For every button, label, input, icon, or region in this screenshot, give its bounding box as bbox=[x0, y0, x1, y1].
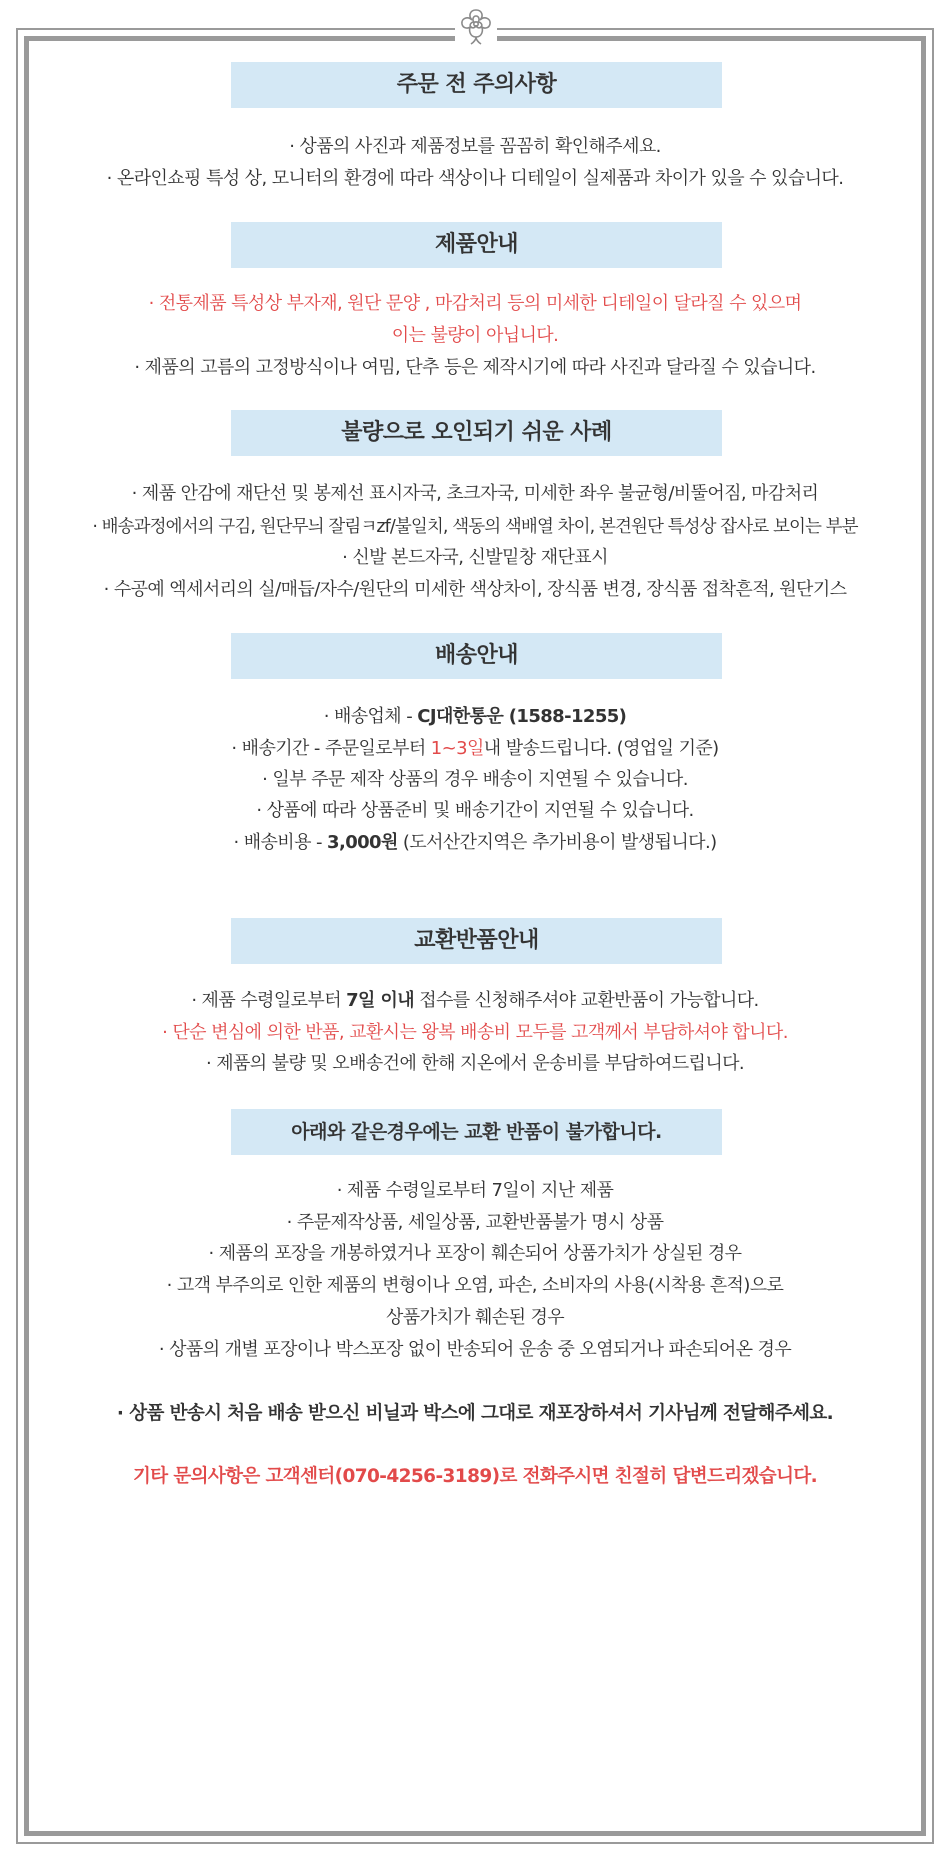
exchange-line-2: · 단순 변심에 의한 반품, 교환시는 왕복 배송비 모두를 고객께서 부담하셔야 합니다. bbox=[162, 1022, 788, 1043]
shipping-cost-suffix: (도서산간지역은 추가비용이 발생됩니다.) bbox=[397, 832, 717, 853]
no-exchange-line-5: 상품가치가 훼손된 경우 bbox=[385, 1307, 565, 1328]
no-exchange-title: 아래와 같은경우에는 교환 반품이 불가합니다. bbox=[231, 1109, 722, 1155]
exchange-line-1-suffix: 접수를 신청해주셔야 교환반품이 가능합니다. bbox=[414, 990, 759, 1011]
shipping-title: 배송안내 bbox=[231, 633, 722, 679]
defect-cases-title: 불량으로 오인되기 쉬운 사례 bbox=[231, 410, 722, 456]
precautions-line-1: · 상품의 사진과 제품정보를 꼼꼼히 확인해주세요. bbox=[289, 136, 661, 157]
shipping-period-suffix: 내 발송드립니다. (영업일 기준) bbox=[483, 738, 719, 759]
exchange-line-1-prefix: · 제품 수령일로부터 bbox=[191, 990, 347, 1011]
shipping-company-line bbox=[0, 704, 950, 730]
defect-cases-line-2: · 배송과정에서의 구김, 원단무늬 잘림ㅋzf/불일치, 색동의 색배열 차이, 본견원단 특성상 잡사로 보이는 부분 bbox=[92, 517, 858, 537]
no-exchange-line-2: · 주문제작상품, 세일상품, 교환반품불가 명시 상품 bbox=[286, 1212, 664, 1233]
precautions-title: 주문 전 주의사항 bbox=[231, 62, 722, 108]
product-info-title: 제품안내 bbox=[231, 222, 722, 268]
exchange-title: 교환반품안내 bbox=[231, 918, 722, 964]
shipping-company-value: CJ대한통운 (1588-1255) bbox=[417, 706, 627, 727]
shipping-cost-label: · 배송비용 - bbox=[233, 832, 328, 853]
product-info-line-3: · 제품의 고름의 고정방식이나 여밈, 단추 등은 제작시기에 따라 사진과 달라질 수 있습니다. bbox=[134, 357, 816, 378]
precautions-line-2: · 온라인쇼핑 특성 상, 모니터의 환경에 따라 색상이나 디테일이 실제품과 차이가 있을 수 있습니다. bbox=[106, 168, 844, 189]
no-exchange-line-4: · 고객 부주의로 인한 제품의 변형이나 오염, 파손, 소비자의 사용(시착용 흔적)으로 bbox=[166, 1275, 784, 1296]
exchange-deadline: 7일 이내 bbox=[346, 990, 415, 1011]
exchange-line-1 bbox=[0, 988, 950, 1014]
shipping-period-label: · 배송기간 - 주문일로부터 bbox=[231, 738, 431, 759]
no-exchange-line-6: · 상품의 개별 포장이나 박스포장 없이 반송되어 운송 중 오염되거나 파손되어온 경우 bbox=[158, 1339, 792, 1360]
no-exchange-line-3: · 제품의 포장을 개봉하였거나 포장이 훼손되어 상품가치가 상실된 경우 bbox=[208, 1243, 742, 1264]
shipping-delay-line-2: · 상품에 따라 상품준비 및 배송기간이 지연될 수 있습니다. bbox=[256, 800, 694, 821]
no-exchange-line-1: · 제품 수령일로부터 7일이 지난 제품 bbox=[336, 1180, 614, 1201]
shipping-period-line bbox=[0, 736, 950, 762]
product-info-line-1: · 전통제품 특성상 부자재, 원단 문양 , 마감처리 등의 미세한 디테일이 달라질 수 있으며 bbox=[148, 293, 802, 314]
contact-notice: 기타 문의사항은 고객센터(070-4256-3189)로 전화주시면 친절히 답변드리겠습니다. bbox=[132, 1466, 818, 1487]
shipping-company-label: · 배송업체 - bbox=[323, 706, 418, 727]
shipping-period-days: 1~3일 bbox=[430, 738, 484, 759]
exchange-line-3: · 제품의 불량 및 오배송건에 한해 지온에서 운송비를 부담하여드립니다. bbox=[205, 1053, 745, 1074]
defect-cases-line-4: · 수공예 엑세서리의 실/매듭/자수/원단의 미세한 색상차이, 장식품 변경, 장식품 접착흔적, 원단기스 bbox=[103, 579, 847, 600]
shipping-cost-line bbox=[0, 830, 950, 856]
defect-cases-line-3: · 신발 본드자국, 신발밑창 재단표시 bbox=[342, 547, 608, 568]
shipping-delay-line-1: · 일부 주문 제작 상품의 경우 배송이 지연될 수 있습니다. bbox=[262, 769, 688, 790]
repack-notice: · 상품 반송시 처음 배송 받으신 비닐과 박스에 그대로 재포장하셔서 기사님께 전달해주세요. bbox=[116, 1403, 834, 1424]
flower-knot-icon bbox=[455, 4, 497, 48]
defect-cases-line-1: · 제품 안감에 재단선 및 봉제선 표시자국, 초크자국, 미세한 좌우 불균형/비뚤어짐, 마감처리 bbox=[131, 483, 819, 504]
product-info-line-2: 이는 불량이 아닙니다. bbox=[391, 325, 559, 346]
shipping-cost-value: 3,000원 bbox=[327, 832, 398, 853]
